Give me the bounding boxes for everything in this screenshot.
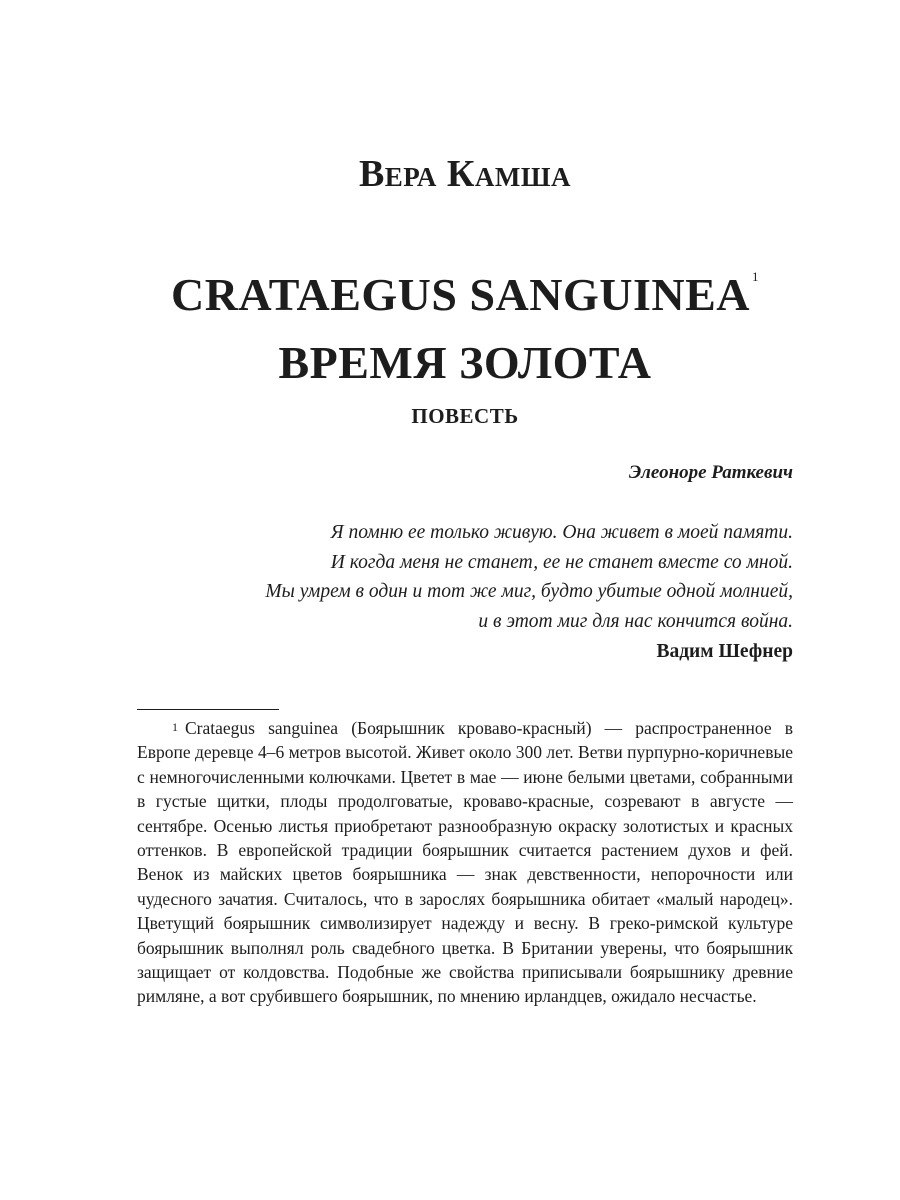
epigraph-author: Вадим Шефнер	[656, 641, 793, 662]
title-line-1-text: CRATAEGUS SANGUINEA	[170, 269, 751, 320]
footnote-divider	[137, 709, 279, 710]
epigraph-line: Мы умрем в один и тот же миг, будто убитые одной молнией,	[265, 581, 793, 602]
footnote	[137, 716, 793, 1009]
title-line-1	[0, 269, 900, 320]
epigraph-line: И когда меня не станет, ее не станет вместе со мной.	[330, 551, 793, 573]
dedication: Элеоноре Раткевич	[628, 462, 793, 483]
title-line-2: ВРЕМЯ ЗОЛОТА	[278, 337, 652, 388]
author-name: Вера Камша	[358, 153, 572, 195]
footnote-number: 1	[172, 720, 178, 734]
genre-label: ПОВЕСТЬ	[411, 404, 519, 428]
epigraph-line: и в этот миг для нас кончится война.	[478, 610, 793, 632]
footnote-marker: 1	[752, 269, 760, 284]
epigraph-line: Я помню ее только живую. Она живет в моей памяти.	[330, 522, 793, 543]
footnote-text: Crataegus sanguinea (Боярышник кроваво-красный) — распространенное в Европе деревце 4–6 метров высотой. Живет около 300 лет. Ветви пурпурно-коричневые с немногочисленными колючками. Цветет в мае — июне белыми цветами, собранными в густые щитки, плоды продолговатые, кроваво-красные, созревают в августе — сентябре. Осенью листья приобретают разнообразную окраску золотистых и красных оттенков. В европейской традиции боярышник считается растением духов и фей. Венок из майских цветов боярышника — знак девственности, непорочности или чудесного зачатия. Считалось, что в зарослях боярышника обитает «малый народец». Цветущий боярышник символизирует надежду и весну. В греко-римской культуре боярышник выполнял роль свадебного цветка. В Британии уверены, что боярышник защищает от колдовства. Подобные же свойства приписывали боярышнику древние римляне, а вот срубившего боярышник, по мнению ирландцев, ожидало несчастье.	[137, 718, 793, 1007]
epigraph	[153, 518, 793, 636]
